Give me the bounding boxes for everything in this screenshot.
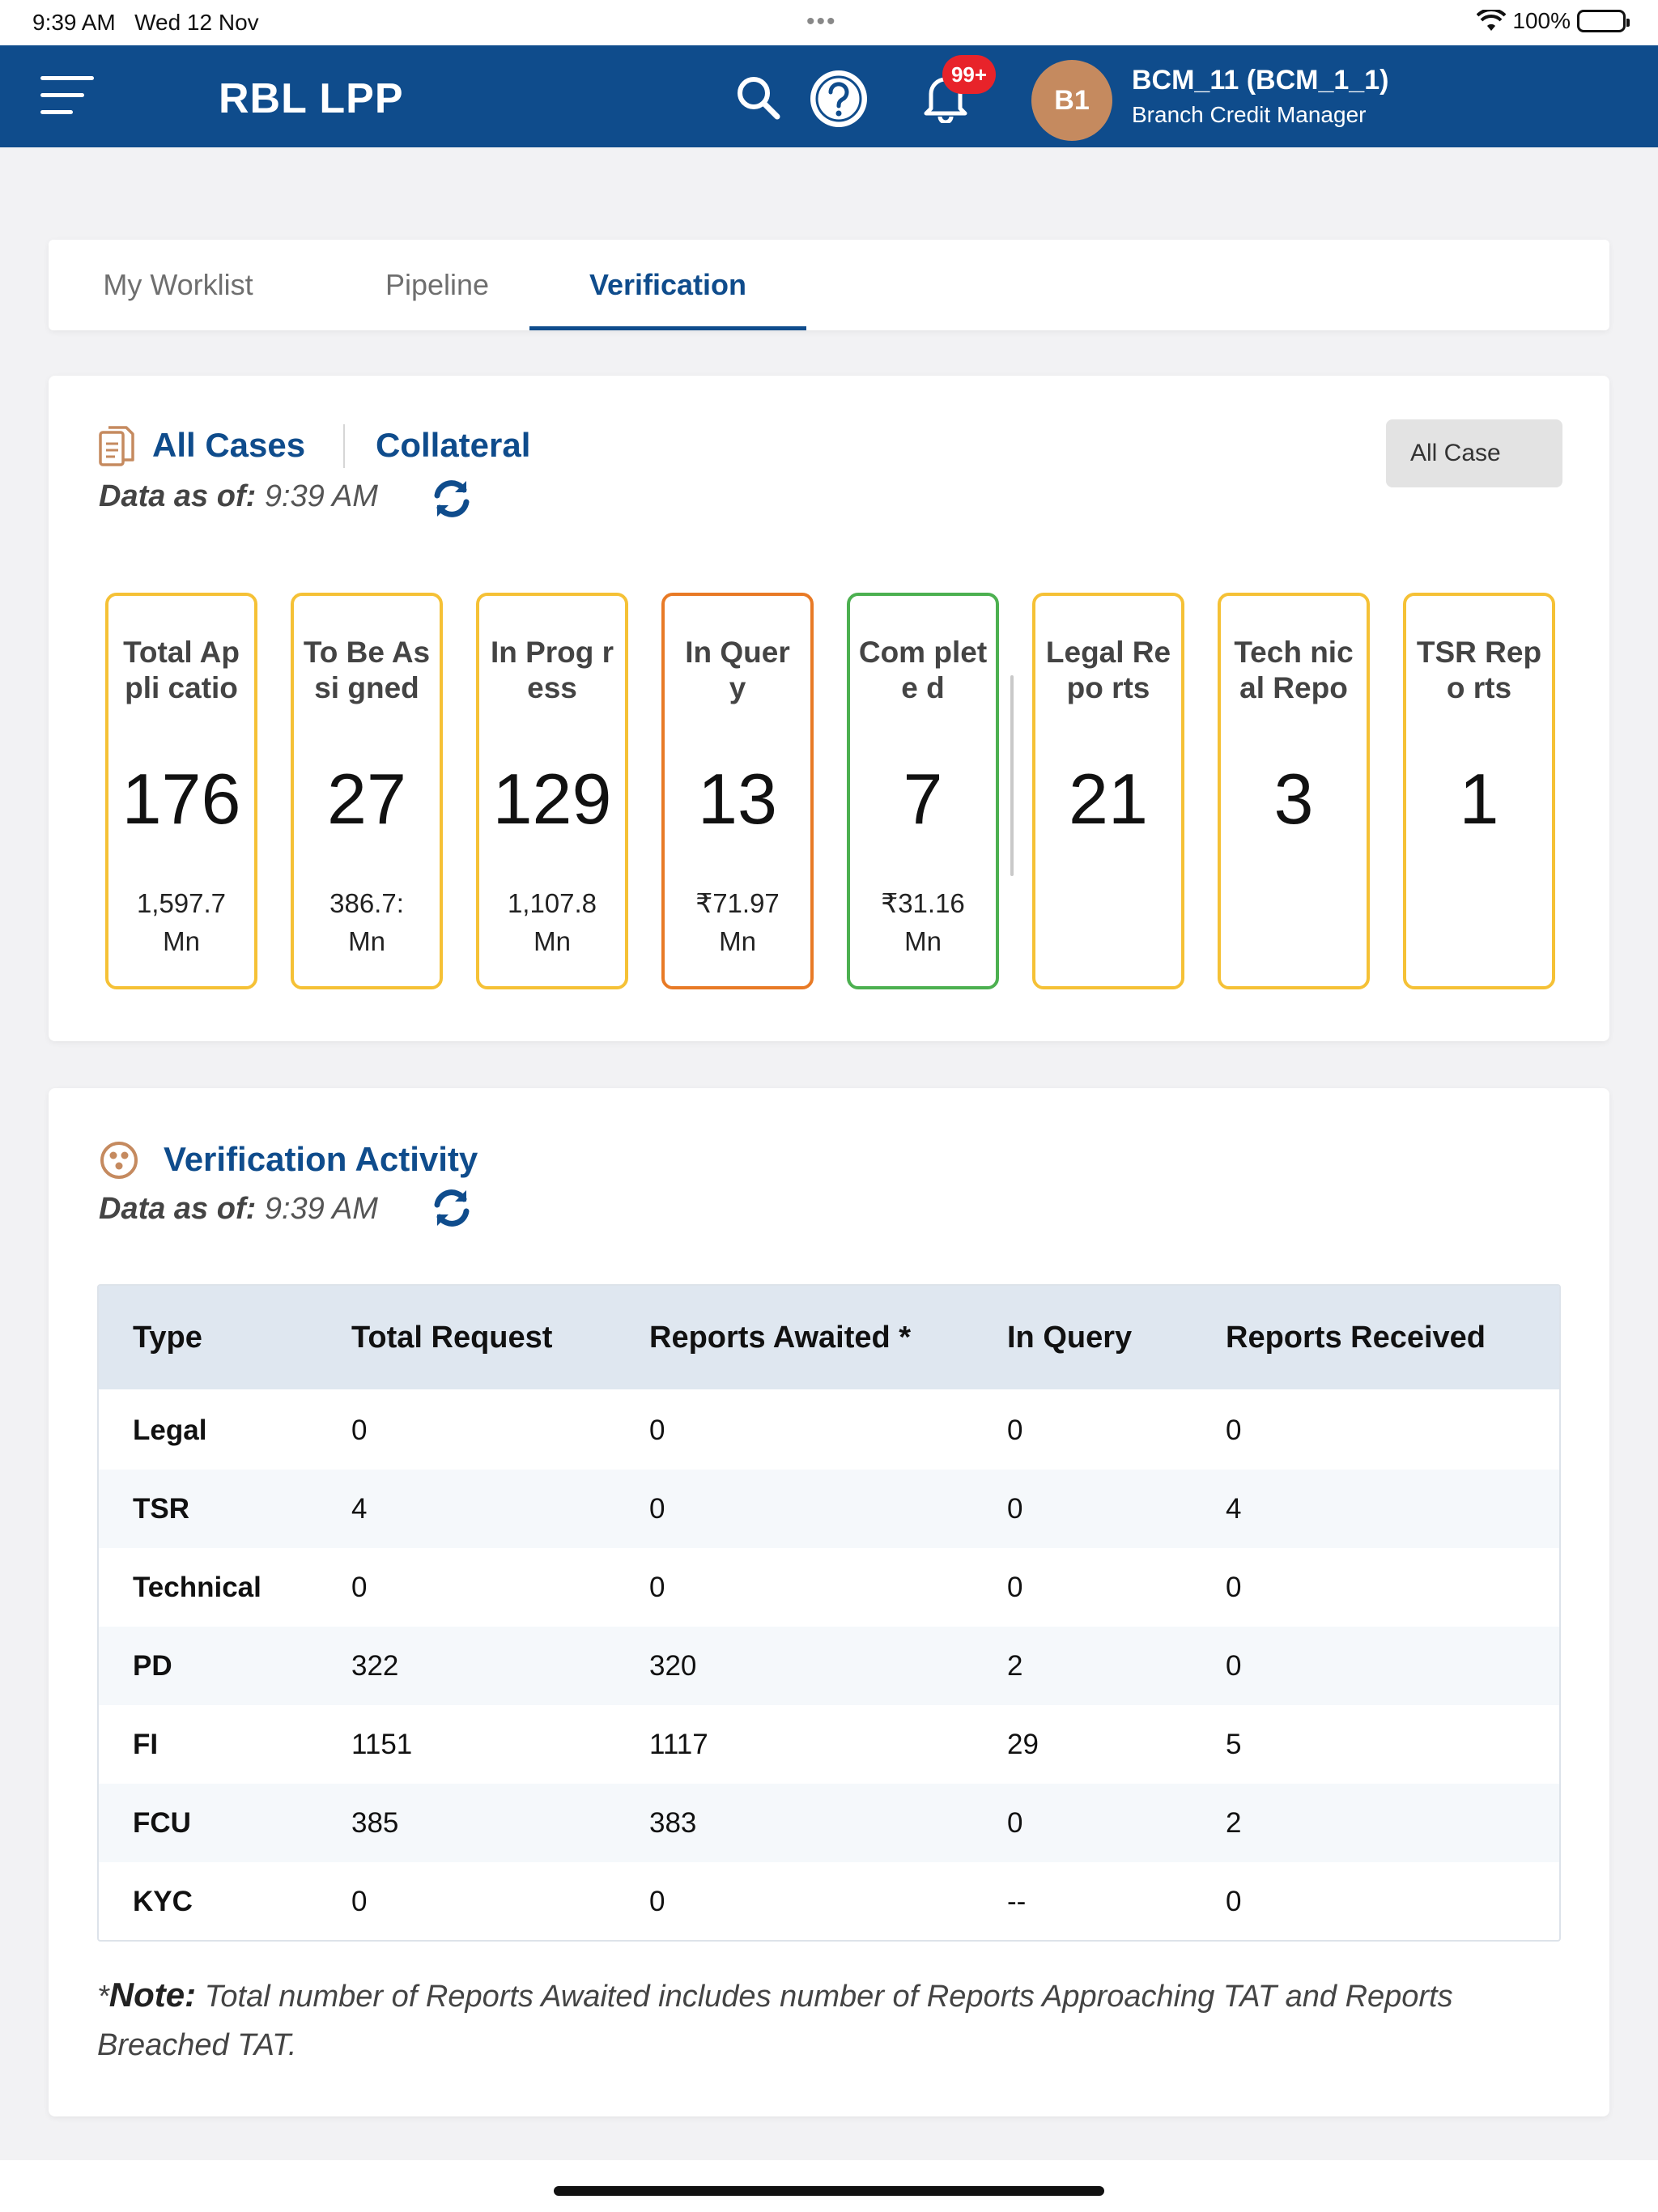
row-type: Legal [133, 1414, 207, 1446]
stat-unit: Mn [534, 926, 571, 956]
notification-badge[interactable]: 99+ [942, 55, 996, 94]
multitasking-dots-icon[interactable]: ••• [806, 8, 837, 35]
stat-card[interactable] [291, 593, 443, 989]
row-type: FI [133, 1728, 159, 1760]
row-type: PD [133, 1649, 172, 1682]
home-indicator[interactable] [554, 2186, 1104, 2196]
app-header [0, 45, 1658, 147]
stat-label: In Quer y [685, 636, 790, 704]
tab-pipeline[interactable]: Pipeline [385, 268, 490, 301]
table-cell: 0 [1007, 1806, 1023, 1839]
stat-label: Com plete d [858, 636, 988, 704]
table-header [99, 1286, 1559, 1389]
stat-card[interactable] [661, 593, 814, 989]
table-cell: 0 [1007, 1492, 1023, 1525]
table-cell: 0 [649, 1414, 665, 1446]
all-cases-link[interactable]: All Cases [152, 426, 306, 464]
stat-value: 13 [698, 759, 777, 839]
stat-card[interactable] [1218, 593, 1370, 989]
stat-value: 3 [1273, 759, 1314, 839]
stat-card[interactable] [1403, 593, 1555, 989]
column-header: Reports Awaited * [649, 1320, 912, 1355]
table-cell: 1117 [649, 1728, 708, 1760]
verification-activity-card [49, 1088, 1609, 2116]
stat-amount: 1,107.8 [507, 888, 597, 918]
table-cell: 4 [1226, 1492, 1242, 1525]
battery-icon [1577, 10, 1626, 32]
table-cell: 0 [1226, 1571, 1242, 1603]
refresh-icon[interactable] [431, 478, 473, 520]
stat-label: To Be Assi gned [303, 636, 431, 704]
stat-amount: 1,597.7 [136, 888, 227, 918]
table-row [99, 1391, 1559, 1470]
table-cell: 383 [649, 1806, 697, 1839]
stat-value: 7 [903, 759, 943, 839]
table-cell: 0 [649, 1885, 665, 1917]
table-row [99, 1470, 1559, 1548]
table-cell: 2 [1226, 1806, 1242, 1839]
collateral-link[interactable]: Collateral [376, 426, 531, 464]
stat-value: 129 [492, 759, 612, 839]
table-note: *Note: Total number of Reports Awaited includes number of Reports Approaching TAT and Reports Breached TAT. [97, 1976, 1453, 2062]
stat-value: 1 [1459, 759, 1499, 839]
column-header: Reports Received [1226, 1320, 1486, 1355]
table-cell: 29 [1007, 1728, 1039, 1760]
table-cell: 0 [1007, 1414, 1023, 1446]
case-filter-dropdown[interactable]: All Case [1386, 419, 1562, 487]
user-role: Branch Credit Manager [1132, 102, 1367, 127]
stat-value: 27 [327, 759, 406, 839]
table-row [99, 1784, 1559, 1862]
verification-table [97, 1284, 1561, 1942]
table-cell: 4 [351, 1492, 368, 1525]
stat-unit: Mn [719, 926, 756, 956]
data-asof: Data as of: 9:39 AM [99, 479, 378, 513]
table-cell: 0 [649, 1492, 665, 1525]
table-cell: 0 [1007, 1571, 1023, 1603]
title-divider [343, 424, 345, 468]
stat-label: Tech nical Repo [1234, 636, 1354, 704]
table-row [99, 1705, 1559, 1784]
tab-bar [49, 240, 1609, 330]
table-cell: 0 [649, 1571, 665, 1603]
stat-label: Legal Repo rts [1045, 636, 1171, 704]
row-type: FCU [133, 1806, 191, 1839]
help-icon[interactable] [808, 68, 869, 130]
table-cell: 0 [1226, 1649, 1242, 1682]
activity-icon [99, 1140, 139, 1180]
stat-card[interactable] [1032, 593, 1184, 989]
row-type: TSR [133, 1492, 189, 1525]
wifi-icon [1477, 10, 1506, 32]
column-header: Total Request [351, 1320, 553, 1355]
table-row [99, 1862, 1559, 1941]
table-cell: 322 [351, 1649, 399, 1682]
cases-summary-card [49, 376, 1609, 1041]
tab-my-worklist[interactable]: My Worklist [103, 268, 253, 301]
table-cell: 320 [649, 1649, 697, 1682]
table-row [99, 1548, 1559, 1627]
battery-percent: 100% [1512, 8, 1571, 33]
stat-amount: ₹31.16 [881, 888, 965, 918]
table-cell: 0 [1226, 1885, 1242, 1917]
activity-data-asof: Data as of: 9:39 AM [99, 1192, 378, 1226]
stat-value: 176 [121, 759, 241, 839]
row-type: Technical [133, 1571, 261, 1603]
stat-label: In Prog ress [490, 636, 614, 704]
stat-card[interactable] [105, 593, 257, 989]
table-cell: 0 [351, 1414, 368, 1446]
app-title: RBL LPP [219, 75, 404, 122]
tab-verification[interactable]: Verification [529, 240, 806, 330]
stat-separator [1010, 675, 1014, 876]
stat-amount: ₹71.97 [695, 888, 780, 918]
user-name[interactable]: BCM_11 (BCM_1_1) [1132, 65, 1389, 96]
table-cell: 385 [351, 1806, 399, 1839]
activity-title: Verification Activity [164, 1140, 478, 1178]
stat-amount: 386.7: [329, 888, 404, 918]
row-type: KYC [133, 1885, 193, 1917]
stat-card[interactable] [847, 593, 999, 989]
status-time: 9:39 AM Wed 12 Nov [32, 10, 259, 35]
avatar[interactable]: B1 [1031, 60, 1112, 141]
table-cell: -- [1007, 1885, 1027, 1917]
status-bar [0, 0, 1658, 45]
table-cell: 1151 [351, 1728, 413, 1760]
hamburger-menu-icon[interactable] [40, 76, 94, 117]
activity-refresh-icon[interactable] [431, 1187, 473, 1229]
stat-label: TSR Repo rts [1416, 636, 1542, 704]
documents-icon [99, 426, 134, 468]
stat-unit: Mn [163, 926, 200, 956]
search-icon[interactable] [733, 73, 782, 121]
stat-unit: Mn [348, 926, 385, 956]
stat-card[interactable] [476, 593, 628, 989]
table-cell: 5 [1226, 1728, 1242, 1760]
table-cell: 0 [351, 1885, 368, 1917]
table-cell: 0 [1226, 1414, 1242, 1446]
table-cell: 2 [1007, 1649, 1023, 1682]
column-header: In Query [1007, 1320, 1133, 1355]
table-row [99, 1627, 1559, 1705]
column-header: Type [133, 1320, 202, 1355]
stat-unit: Mn [904, 926, 942, 956]
stat-value: 21 [1069, 759, 1148, 839]
status-right [1477, 8, 1626, 34]
table-cell: 0 [351, 1571, 368, 1603]
stat-label: Total Appli catio [123, 636, 240, 704]
